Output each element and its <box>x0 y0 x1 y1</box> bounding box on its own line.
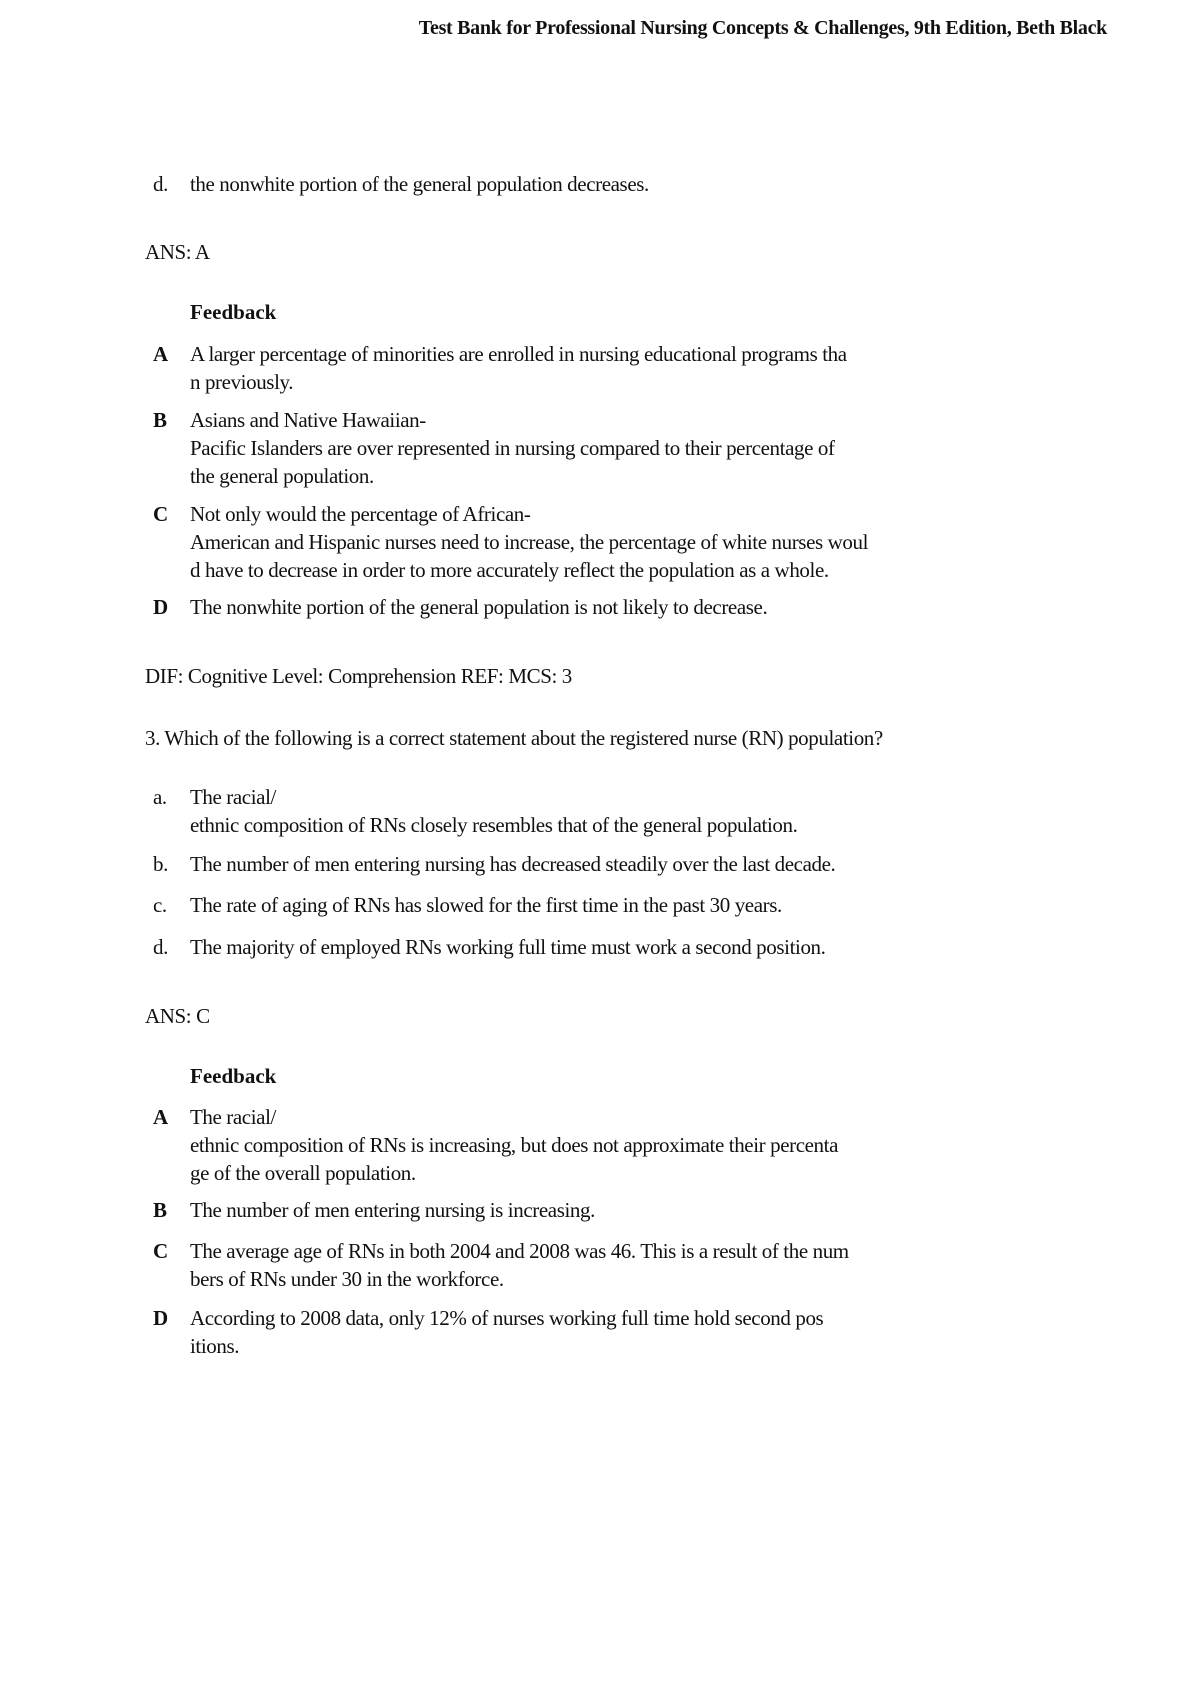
feedback-text: The nonwhite portion of the general population is not likely to decrease. <box>190 595 768 619</box>
q2-meta: DIF: Cognitive Level: Comprehension REF: MCS: 3 <box>145 664 572 688</box>
option-text: the nonwhite portion of the general population decreases. <box>190 172 649 196</box>
q3-feedback-d <box>153 1304 973 1360</box>
option-text: The rate of aging of RNs has slowed for the first time in the past 30 years. <box>190 893 782 917</box>
q3-option-d <box>153 933 973 961</box>
q3-answer: ANS: C <box>145 1004 210 1028</box>
feedback-letter: D <box>153 1306 168 1330</box>
feedback-text: The average age of RNs in both 2004 and 2008 was 46. This is a result of the num bers of RNs under 30 in the workforce. <box>190 1239 849 1291</box>
option-letter: d. <box>153 172 168 196</box>
q3-option-b <box>153 850 973 878</box>
option-letter: a. <box>153 785 167 809</box>
q3-feedback-a <box>153 1103 973 1187</box>
q2-feedback-d <box>153 593 973 621</box>
q3-feedback-c <box>153 1237 973 1293</box>
option-text: The number of men entering nursing has decreased steadily over the last decade. <box>190 852 836 876</box>
option-letter: b. <box>153 852 168 876</box>
q2-option-d <box>153 170 973 198</box>
feedback-text: According to 2008 data, only 12% of nurses working full time hold second pos itions. <box>190 1306 824 1358</box>
q3-feedback-heading: Feedback <box>190 1064 277 1088</box>
page-header: Test Bank for Professional Nursing Concepts & Challenges, 9th Edition, Beth Black <box>418 17 1107 39</box>
feedback-letter: A <box>153 1105 168 1129</box>
feedback-letter: A <box>153 342 168 366</box>
q3-option-a <box>153 783 973 839</box>
q2-answer: ANS: A <box>145 240 210 264</box>
feedback-letter: C <box>153 1239 168 1263</box>
q2-feedback-heading: Feedback <box>190 300 277 324</box>
feedback-letter: B <box>153 1198 167 1222</box>
feedback-text: The number of men entering nursing is increasing. <box>190 1198 595 1222</box>
option-text: The racial/ ethnic composition of RNs closely resembles that of the general population. <box>190 785 798 837</box>
feedback-text: The racial/ ethnic composition of RNs is increasing, but does not approximate their percenta ge of the overall population. <box>190 1105 838 1185</box>
q3-feedback-b <box>153 1196 973 1224</box>
feedback-letter: C <box>153 502 168 526</box>
option-letter: c. <box>153 893 167 917</box>
q3-question: 3. Which of the following is a correct statement about the registered nurse (RN) population? <box>145 726 883 750</box>
q2-feedback-c <box>153 500 973 584</box>
q2-feedback-a <box>153 340 973 396</box>
option-letter: d. <box>153 935 168 959</box>
feedback-letter: D <box>153 595 168 619</box>
option-text: The majority of employed RNs working full time must work a second position. <box>190 935 826 959</box>
feedback-text: Asians and Native Hawaiian- Pacific Islanders are over represented in nursing compared to their percentage of the general population. <box>190 408 835 488</box>
feedback-text: Not only would the percentage of African- American and Hispanic nurses need to increase, the percentage of white nurses woul d have to decrease in order to more accurately reflect the population as a whole. <box>190 502 869 582</box>
q2-feedback-b <box>153 406 973 490</box>
feedback-text: A larger percentage of minorities are enrolled in nursing educational programs tha n previously. <box>190 342 847 394</box>
q3-option-c <box>153 891 973 919</box>
feedback-letter: B <box>153 408 167 432</box>
